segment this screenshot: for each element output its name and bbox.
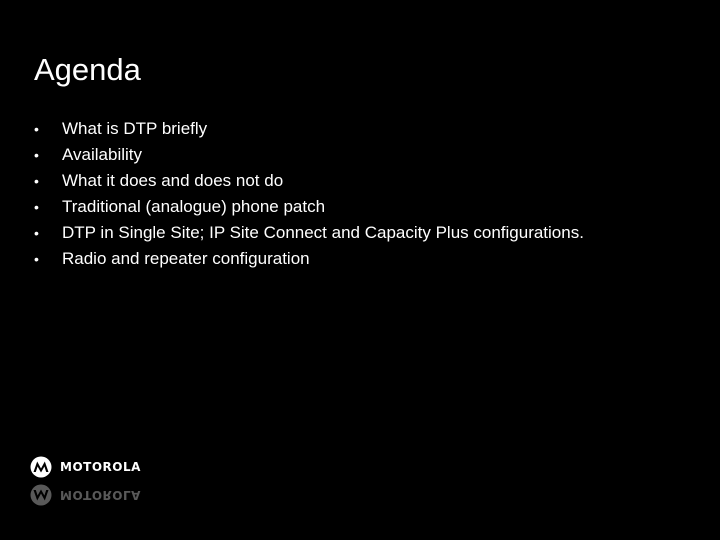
bullet-icon: • [34,251,39,267]
bullet-icon: • [34,199,39,215]
slide-title: Agenda [34,52,141,87]
logo-wordmark-reflection: MOTOROLA [60,488,141,502]
agenda-item-text: DTP in Single Site; IP Site Connect and Capacity Plus configurations. [62,223,584,242]
logo-wordmark: MOTOROLA [60,460,141,474]
motorola-batwing-icon [30,456,52,478]
agenda-item-text: What it does and does not do [62,171,284,190]
agenda-item-text: Availability [62,145,143,164]
motorola-logo [30,456,141,478]
agenda-item-text: Radio and repeater configuration [62,249,310,268]
motorola-batwing-icon [30,484,52,506]
bullet-icon: • [34,121,39,137]
motorola-logo-reflection [30,484,141,506]
agenda-item-text: Traditional (analogue) phone patch [62,197,326,216]
bullet-icon: • [34,147,39,163]
bullet-icon: • [34,173,39,189]
agenda-item-text: What is DTP briefly [62,119,208,138]
bullet-icon: • [34,225,39,241]
